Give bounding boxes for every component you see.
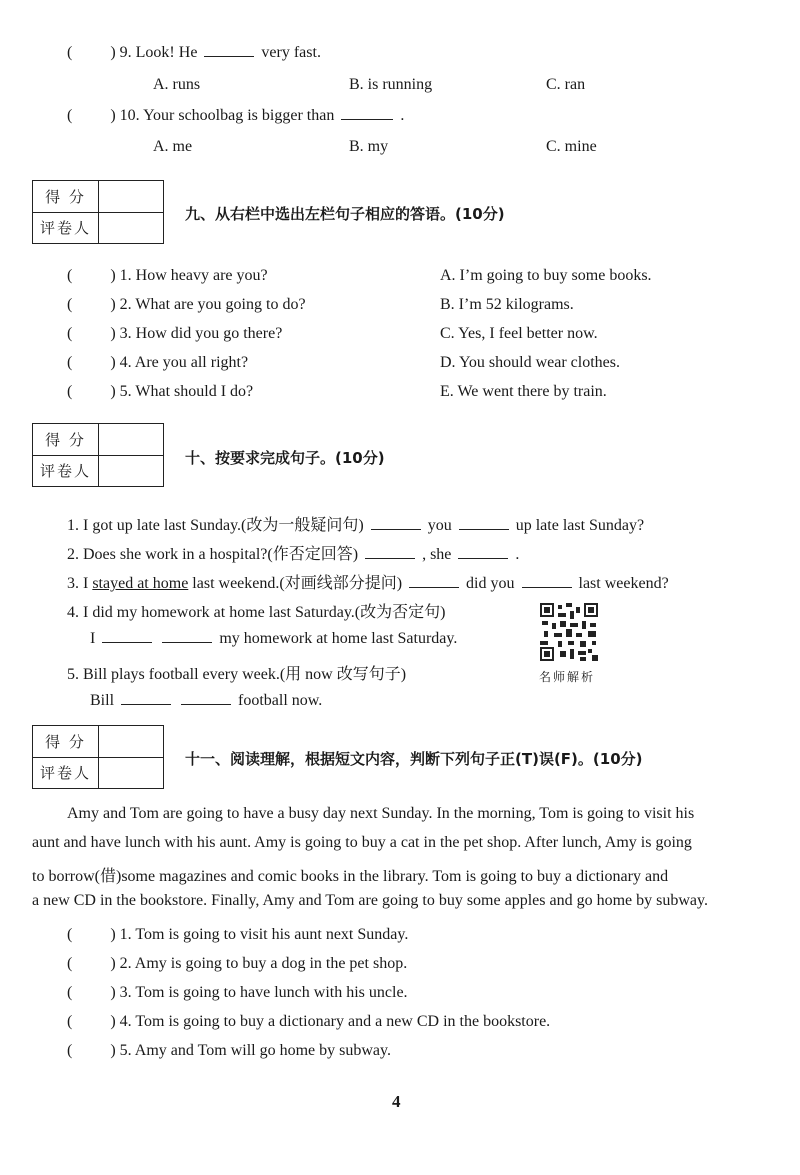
score-label: 得 分 — [33, 424, 99, 455]
question-text: 1. How heavy are you? — [119, 267, 268, 284]
true-false-item — [67, 926, 408, 944]
answer-paren[interactable]: ( — [67, 1042, 73, 1059]
answer-blank[interactable] — [365, 557, 415, 559]
answer-paren[interactable]: ) — [110, 984, 116, 1001]
answer-paren[interactable]: ) — [110, 1013, 116, 1030]
question-text: 1. I got up late last Sunday.(改为一般疑问句) — [67, 517, 364, 534]
matching-left-item — [67, 325, 282, 343]
q9-row — [67, 44, 321, 62]
question-text: up late last Sunday? — [515, 517, 645, 534]
s10-q2 — [67, 541, 519, 564]
question-text: 4. Tom is going to buy a dictionary and a new CD in the bookstore. — [119, 1013, 551, 1030]
matching-right-item: E. We went there by train. — [440, 383, 607, 400]
underlined-phrase: stayed at home — [92, 575, 189, 592]
question-text: last weekend.(对画线部分提问) — [188, 575, 403, 592]
question-text: 3. How did you go there? — [119, 325, 283, 342]
qr-code-icon[interactable] — [540, 603, 598, 661]
answer-paren-open[interactable]: ( — [67, 107, 73, 124]
q10-option-c: C. mine — [546, 138, 597, 155]
matching-right-item: C. Yes, I feel better now. — [440, 325, 598, 342]
answer-paren[interactable]: ) — [110, 354, 116, 371]
matching-right-item: A. I’m going to buy some books. — [440, 267, 652, 284]
passage-line: a new CD in the bookstore. Finally, Amy and Tom are going to buy some apples and go home by subway. — [32, 892, 708, 909]
s10-q4-answer — [90, 630, 457, 648]
answer-blank[interactable] — [458, 557, 508, 559]
score-box — [32, 180, 164, 244]
question-text: 1. Tom is going to visit his aunt next Sunday. — [119, 926, 409, 943]
answer-paren-close[interactable]: ) — [110, 44, 116, 61]
question-text: Your schoolbag is bigger than — [143, 107, 335, 124]
true-false-item — [67, 1013, 550, 1031]
question-text: football now. — [238, 692, 323, 709]
q9-option-c: C. ran — [546, 76, 586, 93]
matching-right-item: B. I’m 52 kilograms. — [440, 296, 574, 313]
answer-paren[interactable]: ) — [110, 325, 116, 342]
answer-paren[interactable]: ( — [67, 296, 73, 313]
true-false-item — [67, 1042, 391, 1060]
answer-blank[interactable] — [341, 118, 393, 120]
q10-option-b: B. my — [349, 138, 389, 155]
answer-paren[interactable]: ( — [67, 354, 73, 371]
question-text: you — [427, 517, 452, 534]
question-text: my homework at home last Saturday. — [219, 630, 458, 647]
question-text: last weekend? — [578, 575, 669, 592]
q9-option-b: B. is running — [349, 76, 433, 93]
s10-q3 — [67, 570, 669, 593]
s10-q1 — [67, 512, 644, 535]
question-text: 4. Are you all right? — [119, 354, 249, 371]
answer-paren[interactable]: ) — [110, 1042, 116, 1059]
section9-title: 九、从右栏中选出左栏句子相应的答语。(10分) — [185, 205, 505, 223]
passage-line: Amy and Tom are going to have a busy day next Sunday. In the morning, Tom is going to visit his — [67, 805, 695, 822]
answer-blank[interactable] — [162, 641, 212, 643]
q9-option-a: A. runs — [153, 76, 201, 93]
score-box — [32, 725, 164, 789]
grader-label: 评卷人 — [33, 212, 99, 243]
passage-line: to borrow(借)some magazines and comic books in the library. Tom is going to buy a dictionary and — [32, 868, 669, 885]
question-text: . — [515, 546, 520, 563]
question-text: I — [90, 630, 96, 647]
answer-paren[interactable]: ( — [67, 325, 73, 342]
page-number: 4 — [392, 1092, 401, 1111]
score-label: 得 分 — [33, 181, 99, 212]
answer-blank[interactable] — [121, 703, 171, 705]
question-text: did you — [466, 575, 515, 592]
question-text: 3. I — [67, 575, 93, 592]
answer-paren[interactable]: ) — [110, 926, 116, 943]
matching-left-item — [67, 354, 248, 372]
section10-title: 十、按要求完成句子。(10分) — [185, 449, 385, 467]
question-text: 2. Amy is going to buy a dog in the pet shop. — [119, 955, 408, 972]
answer-blank[interactable] — [522, 586, 572, 588]
question-text: Bill — [90, 692, 115, 709]
question-text: very fast. — [261, 44, 321, 61]
question-text: 2. What are you going to do? — [119, 296, 306, 313]
answer-blank[interactable] — [371, 528, 421, 530]
answer-blank[interactable] — [102, 641, 152, 643]
answer-paren[interactable]: ( — [67, 984, 73, 1001]
section11-title: 十一、阅读理解，根据短文内容，判断下列句子正(T)误(F)。(10分) — [185, 750, 643, 768]
answer-blank[interactable] — [204, 55, 254, 57]
s10-q4: 4. I did my homework at home last Saturday.(改为否定句) — [67, 604, 446, 621]
score-box — [32, 423, 164, 487]
matching-left-item — [67, 383, 253, 401]
question-text: Look! He — [135, 44, 198, 61]
answer-paren[interactable]: ) — [110, 296, 116, 313]
s10-q5-answer — [90, 692, 322, 710]
grader-label: 评卷人 — [33, 455, 99, 486]
question-text: 3. Tom is going to have lunch with his uncle. — [119, 984, 408, 1001]
passage-line: aunt and have lunch with his aunt. Amy is going to buy a cat in the pet shop. After lunch, Amy is going — [32, 834, 692, 851]
matching-right-item: D. You should wear clothes. — [440, 354, 620, 371]
answer-paren[interactable]: ( — [67, 383, 73, 400]
answer-paren[interactable]: ) — [110, 955, 116, 972]
true-false-item — [67, 984, 408, 1002]
answer-paren[interactable]: ( — [67, 267, 73, 284]
question-number: 10. — [119, 107, 140, 124]
score-label: 得 分 — [33, 726, 99, 757]
answer-blank[interactable] — [409, 586, 459, 588]
matching-left-item — [67, 267, 268, 285]
q10-option-a: A. me — [153, 138, 193, 155]
answer-paren[interactable]: ) — [110, 267, 116, 284]
answer-blank[interactable] — [181, 703, 231, 705]
answer-blank[interactable] — [459, 528, 509, 530]
grader-label: 评卷人 — [33, 757, 99, 788]
q10-row — [67, 107, 404, 125]
true-false-item — [67, 955, 407, 973]
answer-paren-open[interactable]: ( — [67, 44, 73, 61]
answer-paren[interactable]: ( — [67, 1013, 73, 1030]
answer-paren[interactable]: ( — [67, 955, 73, 972]
answer-paren-close[interactable]: ) — [110, 107, 116, 124]
answer-paren[interactable]: ( — [67, 926, 73, 943]
question-text: 2. Does she work in a hospital?(作否定回答) — [67, 546, 359, 563]
question-number: 9. — [119, 44, 132, 61]
answer-paren[interactable]: ) — [110, 383, 116, 400]
s10-q5: 5. Bill plays football every week.(用 now 改写句子) — [67, 666, 407, 683]
question-text: , she — [422, 546, 452, 563]
question-text: . — [400, 107, 405, 124]
matching-left-item — [67, 296, 306, 314]
question-text: 5. Amy and Tom will go home by subway. — [119, 1042, 391, 1059]
qr-label: 名师解析 — [539, 670, 596, 684]
question-text: 5. What should I do? — [119, 383, 254, 400]
